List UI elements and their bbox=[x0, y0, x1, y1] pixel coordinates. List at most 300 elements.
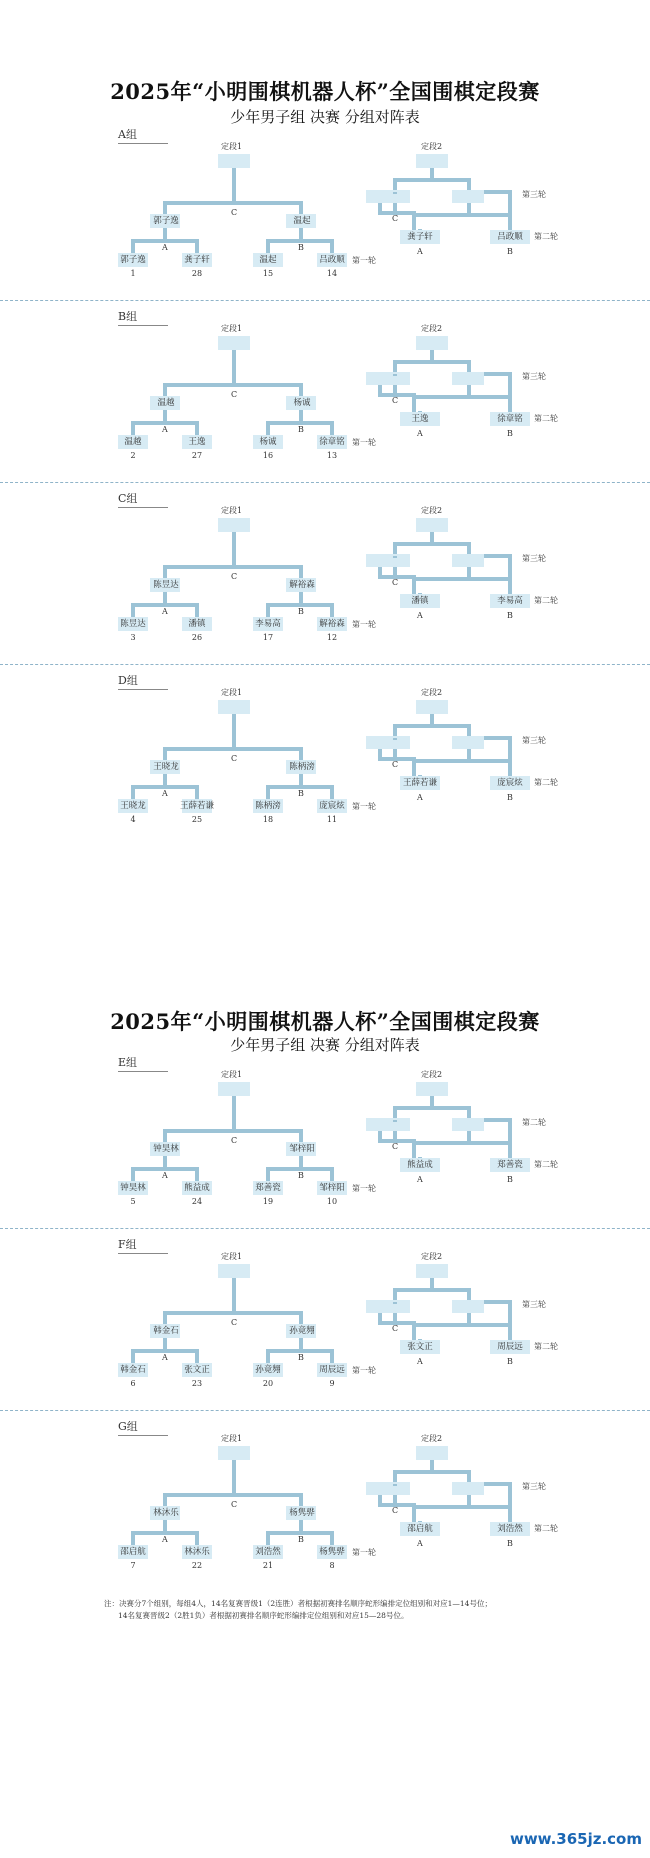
r1-winner-name: 林沐乐 bbox=[153, 1508, 179, 1518]
bracket-line bbox=[467, 178, 471, 190]
group-block bbox=[0, 1054, 650, 1234]
seg1-label: 定段1 bbox=[221, 142, 243, 151]
player-name: 郑善瓷 bbox=[255, 1183, 281, 1193]
seg2-r2-box bbox=[366, 372, 392, 385]
bracket-line bbox=[266, 1349, 270, 1363]
bracket-line bbox=[163, 228, 167, 239]
bracket-line bbox=[508, 372, 512, 399]
pos-label: B bbox=[507, 429, 513, 438]
seg1-label: 定段1 bbox=[221, 1070, 243, 1079]
seed-number: 7 bbox=[130, 1561, 136, 1570]
r1-winner-name: 孙竟翙 bbox=[289, 1326, 315, 1336]
bracket-line bbox=[299, 201, 303, 214]
player-name: 庞宸炫 bbox=[319, 801, 345, 811]
bracket-line bbox=[232, 1460, 236, 1493]
r1-winner-name: 邹梓阳 bbox=[289, 1144, 315, 1154]
pos-label: B bbox=[298, 1535, 304, 1544]
seg1-final-box bbox=[218, 700, 250, 714]
bracket-line bbox=[412, 577, 512, 581]
round-label: 第三轮 bbox=[522, 190, 546, 199]
r1-winner-name: 陈柄滂 bbox=[289, 762, 315, 772]
seg2-r2-box bbox=[366, 1482, 392, 1495]
round-label: 第一轮 bbox=[352, 1184, 376, 1193]
seg2-player-name: 熊益成 bbox=[407, 1160, 433, 1170]
bracket-line bbox=[232, 532, 236, 565]
seed-number: 8 bbox=[329, 1561, 335, 1570]
bracket-line bbox=[467, 385, 471, 395]
bracket-line bbox=[508, 1118, 512, 1145]
bracket-line bbox=[508, 736, 512, 763]
seg2-final-box bbox=[416, 518, 448, 532]
bracket-line bbox=[299, 383, 303, 396]
bracket-line bbox=[508, 399, 512, 412]
seg2-final-box bbox=[416, 700, 448, 714]
pos-label: C bbox=[231, 1500, 238, 1509]
bracket-line bbox=[467, 1470, 471, 1482]
bracket-line bbox=[484, 1482, 512, 1486]
bracket-line bbox=[299, 1493, 303, 1506]
pos-label: A bbox=[162, 1353, 168, 1362]
seg2-semi-box bbox=[452, 190, 484, 203]
seg2-player-name: 吕政顺 bbox=[497, 232, 523, 242]
seg1-label: 定段1 bbox=[221, 688, 243, 697]
seg2-final-box bbox=[416, 1264, 448, 1278]
bracket-line bbox=[467, 1131, 471, 1141]
player-name: 周辰远 bbox=[319, 1365, 345, 1375]
bracket-line bbox=[508, 1482, 512, 1509]
bracket-line bbox=[393, 385, 397, 393]
bracket-line bbox=[163, 1311, 167, 1324]
r1-winner-name: 王晓龙 bbox=[153, 762, 179, 772]
player-name: 钟昊林 bbox=[120, 1183, 146, 1193]
player-name: 郭子逸 bbox=[120, 255, 146, 265]
bracket-line bbox=[299, 1520, 303, 1531]
bracket-line bbox=[163, 774, 167, 785]
seg2-semi-box bbox=[452, 736, 484, 749]
round-label: 第二轮 bbox=[534, 1160, 558, 1169]
player-name: 吕政顺 bbox=[319, 255, 345, 265]
bracket-line bbox=[393, 360, 397, 372]
seed-number: 12 bbox=[326, 633, 338, 642]
bracket-line bbox=[430, 1460, 434, 1470]
r1-winner-name: 钟昊林 bbox=[153, 1144, 179, 1154]
bracket-line bbox=[163, 201, 303, 205]
bracket-line bbox=[299, 228, 303, 239]
seg2-r2-box bbox=[366, 190, 392, 203]
bracket-line bbox=[508, 190, 512, 217]
bracket-line bbox=[163, 1493, 167, 1506]
pos-label: A bbox=[417, 793, 423, 802]
player-name: 王薛若谦 bbox=[179, 801, 214, 811]
group-title: F组 bbox=[118, 1236, 168, 1254]
bracket-line bbox=[393, 542, 397, 554]
bracket-line bbox=[412, 213, 512, 217]
pos-label: A bbox=[162, 425, 168, 434]
pos-label: A bbox=[417, 247, 423, 256]
seg2-semi-box bbox=[452, 372, 484, 385]
seed-number: 11 bbox=[326, 815, 338, 824]
bracket-line bbox=[131, 603, 135, 617]
bracket-line bbox=[484, 372, 512, 376]
seed-number: 28 bbox=[191, 269, 203, 278]
player-name: 杨隽骅 bbox=[319, 1547, 345, 1557]
seed-number: 25 bbox=[191, 815, 203, 824]
pos-label: C bbox=[231, 208, 238, 217]
pos-label: B bbox=[507, 247, 513, 256]
seed-number: 1 bbox=[130, 269, 136, 278]
group-title: B组 bbox=[118, 308, 168, 326]
seg2-player-name: 刘浩然 bbox=[497, 1524, 523, 1534]
seed-number: 4 bbox=[130, 815, 136, 824]
seed-number: 13 bbox=[326, 451, 338, 460]
player-name: 王晓龙 bbox=[120, 801, 146, 811]
bracket-line bbox=[163, 383, 303, 387]
seg2-final-box bbox=[416, 1082, 448, 1096]
bracket-line bbox=[508, 217, 512, 230]
bracket-line bbox=[163, 565, 303, 569]
round-label: 第三轮 bbox=[522, 736, 546, 745]
pos-label: C bbox=[231, 1318, 238, 1327]
bracket-line bbox=[508, 1145, 512, 1158]
bracket-line bbox=[467, 749, 471, 759]
pos-label: B bbox=[507, 1539, 513, 1548]
r1-winner-name: 温越 bbox=[157, 398, 175, 408]
bracket-line bbox=[299, 747, 303, 760]
player-name: 韩金石 bbox=[120, 1365, 146, 1375]
round-label: 第二轮 bbox=[534, 414, 558, 423]
seg2-label: 定段2 bbox=[421, 142, 443, 151]
footnote-line-2: 14名复赛晋级2（2胜1负）者根据初赛排名顺序蛇形编排定位组别和对应15—28号位。 bbox=[118, 1611, 409, 1620]
bracket-line bbox=[299, 1311, 303, 1324]
round-label: 第一轮 bbox=[352, 1548, 376, 1557]
bracket-line bbox=[163, 1311, 303, 1315]
seg2-r2-box bbox=[366, 1118, 392, 1131]
bracket-line bbox=[393, 1470, 397, 1482]
bracket-line bbox=[393, 1484, 397, 1486]
seg1-final-box bbox=[218, 1446, 250, 1460]
player-name: 杨诚 bbox=[259, 437, 277, 447]
seed-number: 10 bbox=[326, 1197, 338, 1206]
bracket-line bbox=[232, 1096, 236, 1129]
bracket-line bbox=[393, 374, 397, 376]
bracket-line bbox=[484, 1300, 512, 1304]
r1-winner-name: 温起 bbox=[293, 216, 311, 226]
seg2-player-name: 王逸 bbox=[411, 414, 429, 424]
bracket-line bbox=[266, 785, 270, 799]
seed-number: 18 bbox=[262, 815, 274, 824]
bracket-line bbox=[508, 1327, 512, 1340]
r1-winner-name: 韩金石 bbox=[153, 1326, 179, 1336]
seg1-final-box bbox=[218, 154, 250, 168]
pos-label: B bbox=[298, 243, 304, 252]
round-label: 第二轮 bbox=[534, 1524, 558, 1533]
pos-label: A bbox=[162, 243, 168, 252]
round-label: 第二轮 bbox=[534, 778, 558, 787]
bracket-line bbox=[508, 763, 512, 776]
bracket-line bbox=[299, 1156, 303, 1167]
pos-label: B bbox=[298, 1171, 304, 1180]
bracket-line bbox=[232, 714, 236, 747]
player-name: 龚子轩 bbox=[184, 255, 210, 265]
seed-number: 3 bbox=[130, 633, 136, 642]
bracket-line bbox=[195, 603, 199, 617]
bracket-line bbox=[299, 410, 303, 421]
seed-number: 22 bbox=[191, 1561, 203, 1570]
bracket-line bbox=[195, 421, 199, 435]
player-name: 陈昱达 bbox=[120, 619, 146, 629]
seg2-semi-box bbox=[452, 554, 484, 567]
round-label: 第三轮 bbox=[522, 1300, 546, 1309]
player-name: 王逸 bbox=[188, 437, 206, 447]
group-block bbox=[0, 672, 650, 852]
pos-label: B bbox=[507, 1357, 513, 1366]
seg2-player-name: 王薛若谦 bbox=[402, 778, 437, 788]
bracket-line bbox=[467, 1106, 471, 1118]
bracket-line bbox=[299, 1338, 303, 1349]
bracket-line bbox=[393, 192, 397, 194]
seed-number: 5 bbox=[130, 1197, 136, 1206]
seed-number: 6 bbox=[130, 1379, 136, 1388]
bracket-line bbox=[163, 1156, 167, 1167]
bracket-line bbox=[430, 168, 434, 178]
seg2-player-name: 郑善瓷 bbox=[497, 1160, 523, 1170]
site-watermark: www.365jz.com bbox=[509, 1830, 642, 1848]
bracket-line bbox=[131, 421, 135, 435]
pos-label: C bbox=[392, 1142, 399, 1151]
pos-label: B bbox=[507, 1175, 513, 1184]
seg2-player-name: 张文正 bbox=[407, 1342, 433, 1352]
seed-number: 21 bbox=[262, 1561, 274, 1570]
seg2-semi-box bbox=[452, 1482, 484, 1495]
seed-number: 19 bbox=[262, 1197, 274, 1206]
bracket-line bbox=[163, 565, 167, 578]
bracket-line bbox=[330, 603, 334, 617]
footnote bbox=[104, 1598, 624, 1622]
bracket-line bbox=[393, 178, 471, 182]
round-label: 第二轮 bbox=[522, 1118, 546, 1127]
bracket-line bbox=[163, 383, 167, 396]
seed-number: 27 bbox=[191, 451, 203, 460]
round-label: 第二轮 bbox=[534, 232, 558, 241]
pos-label: A bbox=[417, 1357, 423, 1366]
seg2-final-box bbox=[416, 154, 448, 168]
bracket-line bbox=[467, 360, 471, 372]
page-subtitle-2: 少年男子组 决赛 分组对阵表 bbox=[230, 1036, 420, 1054]
bracket-line bbox=[330, 785, 334, 799]
seg2-label: 定段2 bbox=[421, 1070, 443, 1079]
seed-number: 14 bbox=[326, 269, 338, 278]
seg2-r2-box bbox=[366, 1300, 392, 1313]
seg2-player-name: 李易高 bbox=[497, 596, 523, 606]
seg2-label: 定段2 bbox=[421, 506, 443, 515]
bracket-line bbox=[393, 1106, 397, 1118]
pos-label: B bbox=[507, 793, 513, 802]
bracket-line bbox=[393, 1120, 397, 1122]
bracket-line bbox=[430, 350, 434, 360]
bracket-line bbox=[163, 747, 167, 760]
bracket-line bbox=[393, 1106, 471, 1110]
player-name: 孙竟翙 bbox=[255, 1365, 281, 1375]
bracket-line bbox=[412, 759, 512, 763]
pos-label: A bbox=[417, 1539, 423, 1548]
bracket-line bbox=[467, 724, 471, 736]
bracket-line bbox=[484, 554, 512, 558]
bracket-line bbox=[467, 203, 471, 213]
group-block bbox=[0, 1236, 650, 1416]
bracket-line bbox=[508, 581, 512, 594]
bracket-line bbox=[393, 203, 397, 211]
page-subtitle-1: 少年男子组 决赛 分组对阵表 bbox=[230, 108, 420, 126]
bracket-line bbox=[430, 1278, 434, 1288]
seg1-label: 定段1 bbox=[221, 1252, 243, 1261]
r1-winner-name: 杨隽骅 bbox=[289, 1508, 315, 1518]
bracket-line bbox=[299, 774, 303, 785]
seg2-player-name: 徐章铭 bbox=[497, 414, 523, 424]
bracket-line bbox=[393, 556, 397, 558]
seg2-final-box bbox=[416, 336, 448, 350]
player-name: 陈柄滂 bbox=[255, 801, 281, 811]
seg2-label: 定段2 bbox=[421, 1434, 443, 1443]
pos-label: A bbox=[162, 607, 168, 616]
seg2-player-name: 周辰远 bbox=[497, 1342, 523, 1352]
r1-winner-name: 解裕森 bbox=[289, 580, 315, 590]
pos-label: B bbox=[298, 1353, 304, 1362]
bracket-line bbox=[131, 1531, 135, 1545]
pos-label: B bbox=[298, 789, 304, 798]
pos-label: C bbox=[392, 578, 399, 587]
round-label: 第三轮 bbox=[522, 554, 546, 563]
player-name: 张文正 bbox=[184, 1365, 210, 1375]
bracket-line bbox=[484, 736, 512, 740]
seg2-player-name: 邵启航 bbox=[407, 1524, 433, 1534]
seg2-r2-box bbox=[366, 554, 392, 567]
bracket-line bbox=[393, 1288, 397, 1300]
bracket-line bbox=[330, 1531, 334, 1545]
bracket-line bbox=[266, 603, 270, 617]
bracket-line bbox=[232, 168, 236, 201]
seg2-label: 定段2 bbox=[421, 688, 443, 697]
footnote-line-1: 注：决赛分7个组别，每组4人，14名复赛晋级1（2连胜）者根据初赛排名顺序蛇形编排定位组别和对应1—14号位； bbox=[104, 1599, 492, 1608]
bracket-line bbox=[393, 542, 471, 546]
pos-label: C bbox=[392, 214, 399, 223]
seed-number: 2 bbox=[130, 451, 136, 460]
bracket-line bbox=[393, 567, 397, 575]
r1-winner-name: 郭子逸 bbox=[153, 216, 179, 226]
bracket-line bbox=[163, 201, 167, 214]
bracket-line bbox=[393, 1313, 397, 1321]
bracket-line bbox=[393, 1288, 471, 1292]
player-name: 刘浩然 bbox=[255, 1547, 281, 1557]
bracket-line bbox=[163, 747, 303, 751]
bracket-line bbox=[232, 1278, 236, 1311]
group-title: A组 bbox=[118, 126, 168, 144]
seg2-player-name: 庞宸炫 bbox=[497, 778, 523, 788]
round-label: 第一轮 bbox=[352, 802, 376, 811]
bracket-line bbox=[393, 1131, 397, 1139]
group-block bbox=[0, 308, 650, 488]
pos-label: C bbox=[231, 390, 238, 399]
group-block bbox=[0, 490, 650, 670]
bracket-line bbox=[430, 532, 434, 542]
seg2-semi-box bbox=[452, 1118, 484, 1131]
pos-label: A bbox=[417, 1175, 423, 1184]
seed-number: 17 bbox=[262, 633, 274, 642]
seed-number: 15 bbox=[262, 269, 274, 278]
seg2-semi-box bbox=[452, 1300, 484, 1313]
bracket-line bbox=[412, 1505, 512, 1509]
seed-number: 23 bbox=[191, 1379, 203, 1388]
seg1-label: 定段1 bbox=[221, 324, 243, 333]
bracket-line bbox=[412, 1323, 512, 1327]
bracket-line bbox=[163, 1520, 167, 1531]
player-name: 邹梓阳 bbox=[319, 1183, 345, 1193]
group-title: E组 bbox=[118, 1054, 168, 1072]
bracket-line bbox=[330, 421, 334, 435]
player-name: 徐章铭 bbox=[319, 437, 345, 447]
bracket-line bbox=[163, 1493, 303, 1497]
bracket-line bbox=[163, 1338, 167, 1349]
seed-number: 16 bbox=[262, 451, 274, 460]
bracket-line bbox=[393, 1470, 471, 1474]
pos-label: A bbox=[417, 429, 423, 438]
round-label: 第三轮 bbox=[522, 372, 546, 381]
player-name: 邵启航 bbox=[120, 1547, 146, 1557]
player-name: 潘镇 bbox=[188, 619, 206, 629]
bracket-line bbox=[430, 1096, 434, 1106]
bracket-line bbox=[412, 1141, 512, 1145]
bracket-line bbox=[393, 749, 397, 757]
seed-number: 20 bbox=[262, 1379, 274, 1388]
bracket-line bbox=[232, 350, 236, 383]
player-name: 温起 bbox=[259, 255, 277, 265]
seed-number: 24 bbox=[191, 1197, 203, 1206]
round-label: 第一轮 bbox=[352, 1366, 376, 1375]
group-block bbox=[0, 1418, 650, 1598]
bracket-line bbox=[430, 714, 434, 724]
bracket-line bbox=[508, 1300, 512, 1327]
player-name: 温越 bbox=[124, 437, 142, 447]
seg2-final-box bbox=[416, 1446, 448, 1460]
bracket-line bbox=[163, 410, 167, 421]
page-title-1: 2025年“小明围棋机器人杯”全国围棋定段赛 bbox=[110, 79, 540, 104]
group-title: C组 bbox=[118, 490, 168, 508]
pos-label: A bbox=[162, 1171, 168, 1180]
round-label: 第二轮 bbox=[534, 596, 558, 605]
round-label: 第一轮 bbox=[352, 438, 376, 447]
round-label: 第一轮 bbox=[352, 620, 376, 629]
bracket-line bbox=[467, 567, 471, 577]
bracket-line bbox=[163, 1129, 303, 1133]
bracket-line bbox=[393, 724, 397, 736]
bracket-line bbox=[330, 239, 334, 253]
bracket-line bbox=[330, 1349, 334, 1363]
bracket-line bbox=[393, 360, 471, 364]
seg1-label: 定段1 bbox=[221, 506, 243, 515]
bracket-line bbox=[266, 1531, 270, 1545]
bracket-line bbox=[131, 239, 135, 253]
pos-label: B bbox=[507, 611, 513, 620]
pos-label: A bbox=[162, 1535, 168, 1544]
bracket-line bbox=[508, 554, 512, 581]
pos-label: C bbox=[392, 1506, 399, 1515]
bracket-line bbox=[266, 421, 270, 435]
pos-label: C bbox=[231, 572, 238, 581]
bracket-line bbox=[195, 1531, 199, 1545]
bracket-line bbox=[393, 178, 397, 190]
seg2-label: 定段2 bbox=[421, 324, 443, 333]
bracket-line bbox=[266, 239, 270, 253]
bracket-line bbox=[393, 724, 471, 728]
